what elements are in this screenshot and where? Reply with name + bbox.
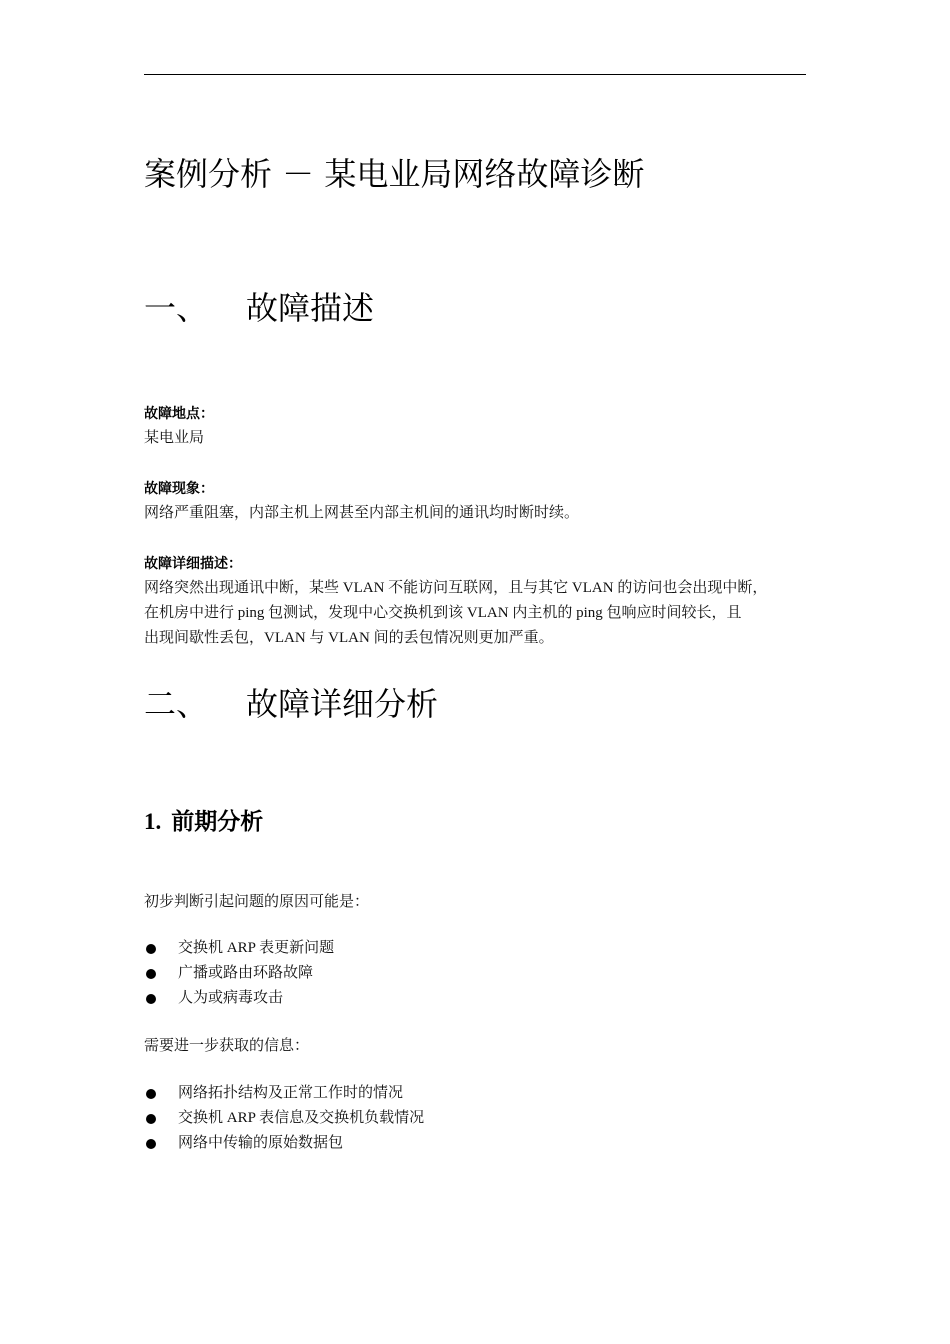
subsection-1-heading <box>144 806 263 838</box>
fault-symptom-label: 故障现象： <box>144 481 214 497</box>
list-item-text: 广播或路由环路故障 <box>178 965 314 981</box>
list-item-text: 网络拓扑结构及正常工作时的情况 <box>178 1085 404 1101</box>
section-1-heading <box>144 286 374 330</box>
list-item-text: 交换机 ARP 表更新问题 <box>178 940 335 956</box>
fault-location-value: 某电业局 <box>144 430 205 446</box>
header-rule <box>144 74 806 75</box>
document-title: 案例分析 － 某电业局网络故障诊断 <box>144 155 645 193</box>
bullet-icon <box>146 1114 156 1124</box>
fault-detail-label: 故障详细描述： <box>144 556 242 572</box>
bullet-icon <box>146 969 156 979</box>
fault-detail-line: 网络突然出现通讯中断，某些 VLAN 不能访问互联网，且与其它 VLAN 的访问也会出现中断， <box>144 580 768 596</box>
needs-intro: 需要进一步获取的信息： <box>144 1038 310 1054</box>
subsection-1-number: 1. <box>144 809 162 834</box>
list-item-text: 人为或病毒攻击 <box>178 990 284 1006</box>
causes-intro: 初步判断引起问题的原因可能是： <box>144 894 370 910</box>
subsection-1-title: 前期分析 <box>171 809 264 835</box>
section-1-title: 故障描述 <box>246 289 375 327</box>
bullet-icon <box>146 1139 156 1149</box>
fault-detail-line: 出现间歇性丢包，VLAN 与 VLAN 间的丢包情况则更加严重。 <box>144 630 554 646</box>
section-2-title: 故障详细分析 <box>246 685 439 723</box>
fault-symptom-value: 网络严重阻塞，内部主机上网甚至内部主机间的通讯均时断时续。 <box>144 505 580 521</box>
fault-detail-line: 在机房中进行 ping 包测试，发现中心交换机到该 VLAN 内主机的 ping 包响应时间较长，且 <box>144 605 742 621</box>
fault-detail-paragraph <box>144 576 808 651</box>
list-item-text: 网络中传输的原始数据包 <box>178 1135 344 1151</box>
section-2-number: 二、 <box>144 685 209 723</box>
list-item-text: 交换机 ARP 表信息及交换机负载情况 <box>178 1110 425 1126</box>
fault-location-label: 故障地点： <box>144 406 214 422</box>
bullet-icon <box>146 994 156 1004</box>
bullet-icon <box>146 944 156 954</box>
bullet-icon <box>146 1089 156 1099</box>
section-2-heading <box>144 682 438 726</box>
section-1-number: 一、 <box>144 289 209 327</box>
